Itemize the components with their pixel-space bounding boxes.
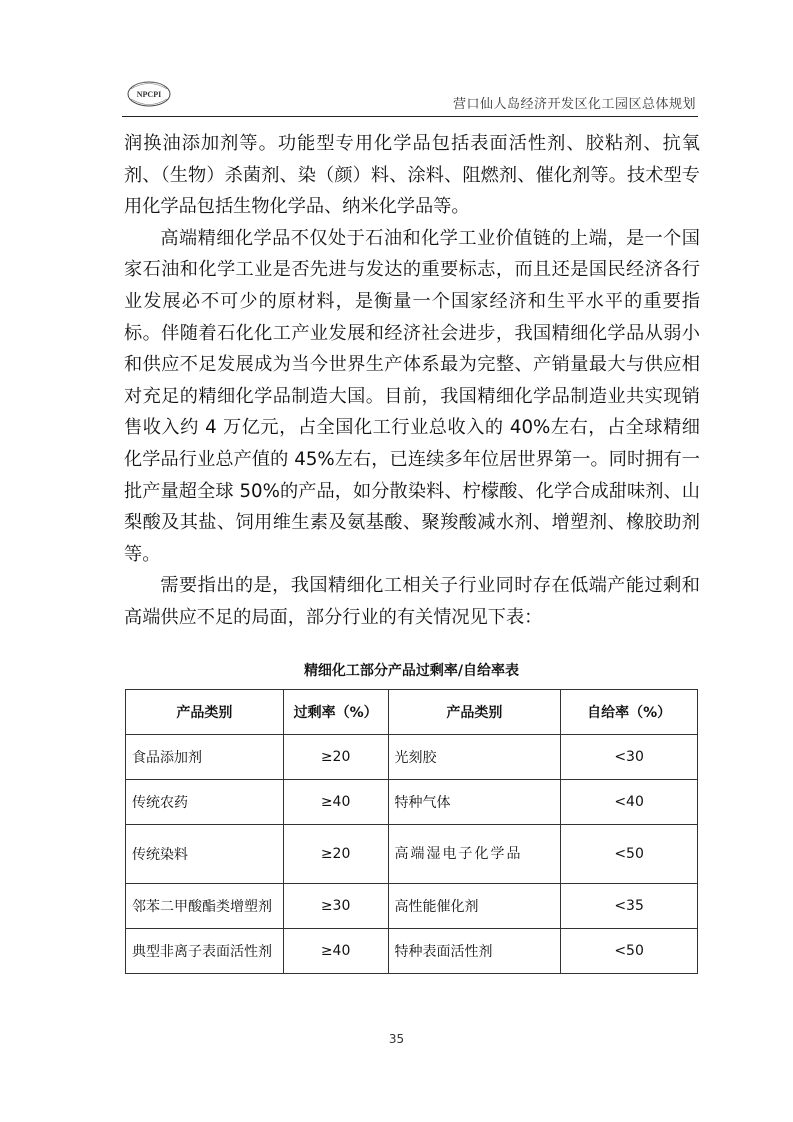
product-category: 特种气体 <box>388 780 561 825</box>
paragraph: 高端精细化学品不仅处于石油和化学工业价值链的上端，是一个国家石油和化学工业是否先进与发达的重要标志，而且还是国民经济各行业发展必不可少的原材料，是衡量一个国家经济和生平水平的重要指标。伴随着石化化工产业发展和经济社会进步，我国精细化学品从弱小和供应不足发展成为当今世界生产体系最为完整、产销量最大与供应相对充足的精细化学品制造大国。目前，我国精细化学品制造业共实现销售收入约 4 万亿元，占全国化工行业总收入的 40%左右，占全球精细化学品行业总产值的 45%左右，已连续多年位居世界第一。同时拥有一批产量超全球 50%的产品，如分散染料、柠檬酸、化学合成甜味剂、山梨酸及其盐、饲用维生素及氨基酸、聚羧酸减水剂、增塑剂、橡胶助剂等。 <box>124 227 700 565</box>
product-category: 邻苯二甲酸酯类增塑剂 <box>126 884 284 929</box>
column-header: 自给率（%） <box>561 690 698 735</box>
surplus-rate: ≥40 <box>283 780 388 825</box>
table-row <box>126 884 698 929</box>
product-category: 传统染料 <box>126 825 284 884</box>
self-sufficiency-rate: <40 <box>561 780 698 825</box>
table-row <box>126 825 698 884</box>
npcpi-logo <box>126 78 172 110</box>
table-title: 精细化工部分产品过剩率/自给率表 <box>303 663 520 679</box>
self-sufficiency-rate: <50 <box>561 825 698 884</box>
svg-text:NPCPI: NPCPI <box>136 90 162 99</box>
product-category: 特种表面活性剂 <box>388 929 561 974</box>
surplus-rate: ≥40 <box>283 929 388 974</box>
column-header: 产品类别 <box>126 690 284 735</box>
table-row <box>126 735 698 780</box>
body-text <box>124 128 700 634</box>
page-header <box>122 78 698 117</box>
product-category: 光刻胶 <box>388 735 561 780</box>
product-category: 典型非离子表面活性剂 <box>126 929 284 974</box>
surplus-rate: ≥20 <box>283 735 388 780</box>
self-sufficiency-rate: <30 <box>561 735 698 780</box>
paragraph: 需要指出的是，我国精细化工相关子行业同时存在低端产能过剩和高端供应不足的局面，部分行业的有关情况见下表： <box>124 575 700 628</box>
table-header-row <box>126 690 698 735</box>
self-sufficiency-rate: <35 <box>561 884 698 929</box>
table-row <box>126 780 698 825</box>
product-category: 高性能催化剂 <box>388 884 561 929</box>
column-header: 产品类别 <box>388 690 561 735</box>
surplus-rate: ≥30 <box>283 884 388 929</box>
column-header: 过剩率（%） <box>283 690 388 735</box>
product-category: 食品添加剂 <box>126 735 284 780</box>
product-category: 高端湿电子化学品 <box>388 825 561 884</box>
document-title: 营口仙人岛经济开发区化工园区总体规划 <box>452 97 696 112</box>
data-table <box>125 689 698 974</box>
paragraph: 润换油添加剂等。功能型专用化学品包括表面活性剂、胶粘剂、抗氧剂、（生物）杀菌剂、染（颜）料、涂料、阻燃剂、催化剂等。技术型专用化学品包括生物化学品、纳米化学品等。 <box>124 133 700 218</box>
self-sufficiency-rate: <50 <box>561 929 698 974</box>
product-category: 传统农药 <box>126 780 284 825</box>
surplus-rate: ≥20 <box>283 825 388 884</box>
table-row <box>126 929 698 974</box>
page-number: 35 <box>388 1032 405 1046</box>
